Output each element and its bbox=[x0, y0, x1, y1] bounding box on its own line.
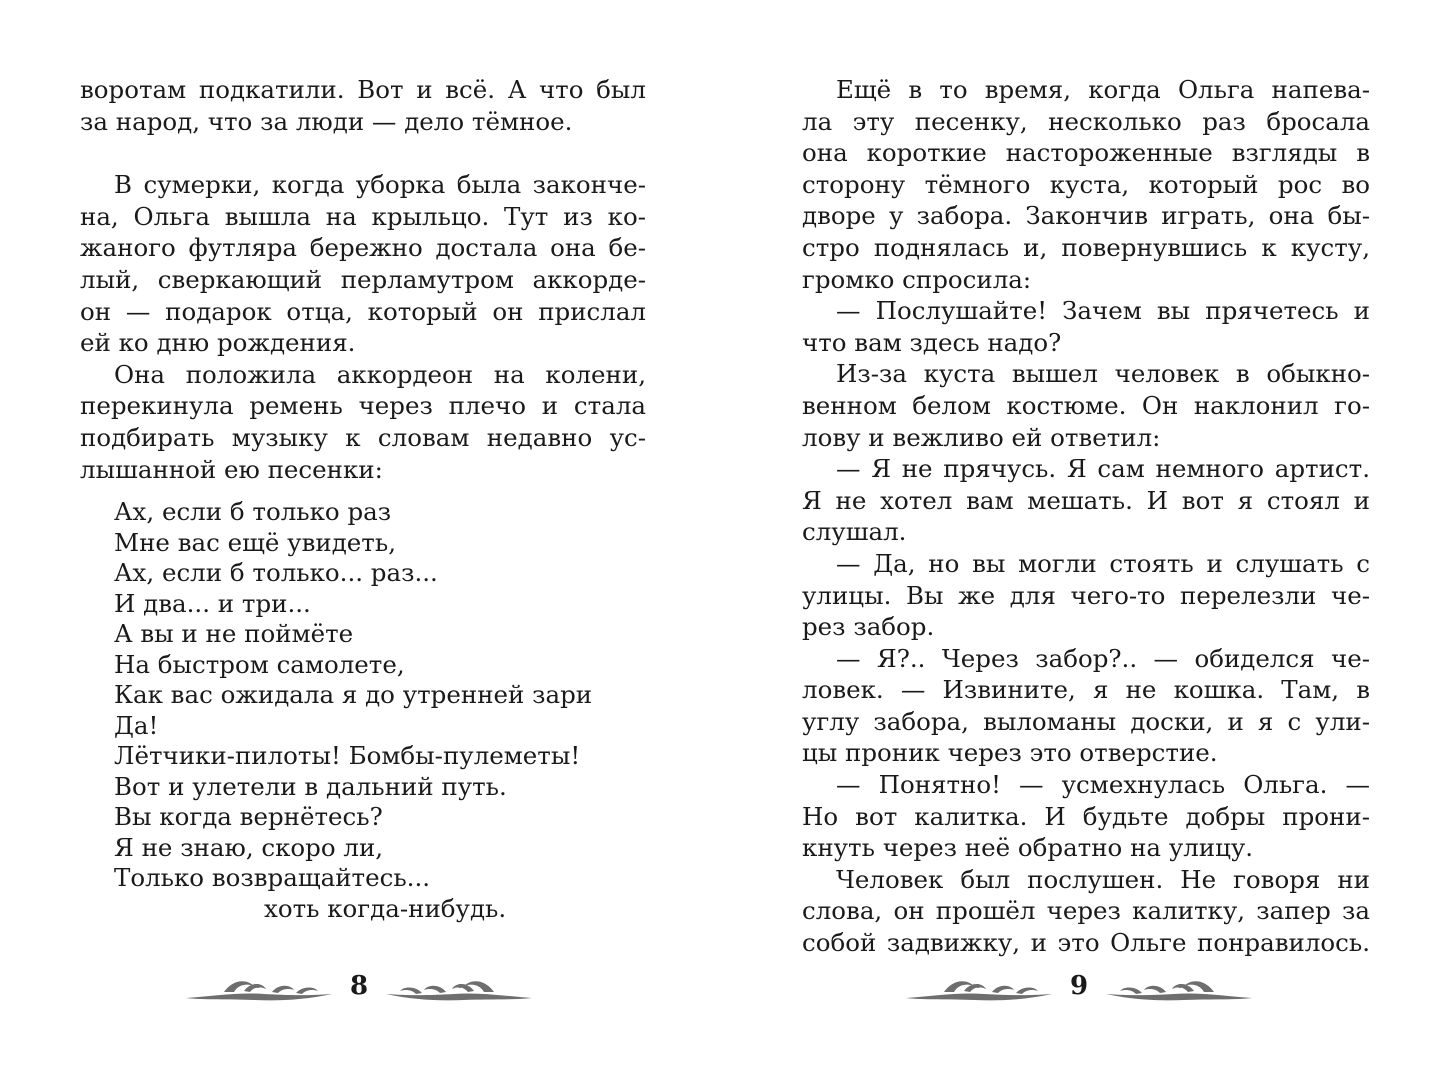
text-line: она короткие настороженные взгляды в bbox=[802, 138, 1370, 168]
poem-line: Вот и улетели в дальний путь. bbox=[114, 771, 507, 801]
text-line: лову и вежливо ей ответил: bbox=[802, 422, 1161, 452]
left-page bbox=[0, 0, 722, 1083]
page-footer-right bbox=[904, 968, 1264, 1008]
poem-line: А вы и не поймёте bbox=[114, 619, 354, 649]
text-line: за народ, что за люди — дело тёмное. bbox=[80, 106, 573, 136]
left-top-paragraph bbox=[80, 74, 646, 137]
text-line: ей ко дню рождения. bbox=[80, 328, 356, 358]
poem-line-last: хоть когда-нибудь. bbox=[264, 893, 507, 923]
text-line: лышанной ею песенки: bbox=[80, 454, 383, 484]
poem-line: Лётчики-пилоты! Бомбы-пулеметы! bbox=[114, 741, 581, 771]
ornament-right-icon bbox=[384, 974, 534, 1004]
text-line: — Я?.. Через забор?.. — обиделся че- bbox=[836, 643, 1370, 673]
page-footer-left bbox=[184, 968, 544, 1008]
text-line: — Послушайте! Зачем вы прячетесь и bbox=[836, 296, 1370, 326]
poem-line: Ах, если б только... раз... bbox=[114, 558, 438, 588]
poem-gap bbox=[80, 485, 646, 497]
poem-line: Только возвращайтесь... bbox=[114, 863, 431, 893]
text-line: ловек. — Извините, я не кошка. Там, в bbox=[802, 675, 1370, 705]
poem-line: Мне вас ещё увидеть, bbox=[114, 527, 396, 557]
ornament-right-icon bbox=[1104, 974, 1254, 1004]
text-line: углу забора, выломаны доски, и я с ули- bbox=[802, 706, 1370, 736]
text-line: Но вот калитка. И будьте добры прони- bbox=[802, 801, 1370, 831]
text-line: слова, он прошёл через калитку, запер за bbox=[802, 896, 1370, 926]
right-page bbox=[722, 0, 1445, 1083]
text-line: стро поднялась и, повернувшись к кусту, bbox=[802, 232, 1370, 262]
text-line: Из-за куста вышел человек в обыкно- bbox=[836, 359, 1370, 389]
text-line: Ещё в то время, когда Ольга напева- bbox=[836, 75, 1370, 104]
text-line: Она положила аккордеон на колени, bbox=[114, 359, 646, 389]
text-line: — Да, но вы могли стоять и слушать с bbox=[836, 548, 1370, 578]
text-line: ла эту песенку, несколько раз бросала bbox=[802, 106, 1370, 136]
left-text-block bbox=[80, 74, 646, 924]
poem-line: Я не знаю, скоро ли, bbox=[114, 832, 384, 862]
text-line: громко спросила: bbox=[802, 264, 1032, 294]
poem-line: И два... и три... bbox=[114, 588, 311, 618]
text-line: В сумерки, когда уборка была закончe- bbox=[114, 170, 646, 200]
text-line: — Понятно! — усмехнулась Ольга. — bbox=[836, 770, 1370, 800]
text-line: цы проник через это отверстие. bbox=[802, 738, 1218, 768]
text-line: рез забор. bbox=[802, 612, 935, 642]
text-line: — Я не прячусь. Я сам немного артист. bbox=[836, 454, 1370, 484]
text-line: что вам здесь надо? bbox=[802, 327, 1062, 357]
text-line: он — подарок отца, который он прислал bbox=[80, 296, 646, 326]
left-paragraphs bbox=[80, 169, 646, 485]
text-line: перекинула ремень через плечо и стала bbox=[80, 391, 646, 421]
text-line: Я не хотел вам мешать. И вот я стоял и bbox=[802, 485, 1370, 515]
text-line: кнуть через неё обратно на улицу. bbox=[802, 833, 1254, 863]
ornament-left-icon bbox=[904, 974, 1054, 1004]
text-line: сторону тёмного куста, который рос во bbox=[802, 169, 1370, 199]
poem bbox=[80, 497, 646, 924]
right-text-block bbox=[802, 74, 1370, 959]
page-number-right: 9 bbox=[1069, 971, 1089, 1001]
poem-line: Ах, если б только раз bbox=[114, 497, 392, 527]
text-line: на, Ольга вышла на крыльцо. Тут из ко- bbox=[80, 201, 646, 231]
text-line: лый, сверкающий перламутром аккорде- bbox=[80, 264, 646, 294]
text-line: Человек был послушен. Не говоря ни bbox=[836, 864, 1370, 894]
text-line: собой задвижку, и это Ольге понравилось. bbox=[802, 928, 1370, 958]
section-gap bbox=[80, 137, 646, 169]
poem-line: Вы когда вернётесь? bbox=[114, 802, 383, 832]
poem-line: Как вас ожидала я до утренней зари bbox=[114, 680, 593, 710]
right-paragraphs bbox=[802, 74, 1370, 959]
text-line: венном белом костюме. Он наклонил го- bbox=[802, 390, 1370, 420]
text-line: воротам подкатили. Вот и всё. А что был bbox=[80, 75, 646, 104]
ornament-left-icon bbox=[184, 974, 334, 1004]
text-line: жаного футляра бережно достала она бе- bbox=[80, 233, 646, 263]
text-line: подбирать музыку к словам недавно ус- bbox=[80, 422, 646, 452]
poem-line: На быстром самолете, bbox=[114, 649, 405, 679]
text-line: улицы. Вы же для чего-то перелезли че- bbox=[802, 580, 1370, 610]
page-number-left: 8 bbox=[349, 971, 369, 1001]
poem-line: Да! bbox=[114, 710, 159, 740]
text-line: слушал. bbox=[802, 517, 907, 547]
text-line: дворе у забора. Закончив играть, она бы- bbox=[802, 201, 1370, 231]
